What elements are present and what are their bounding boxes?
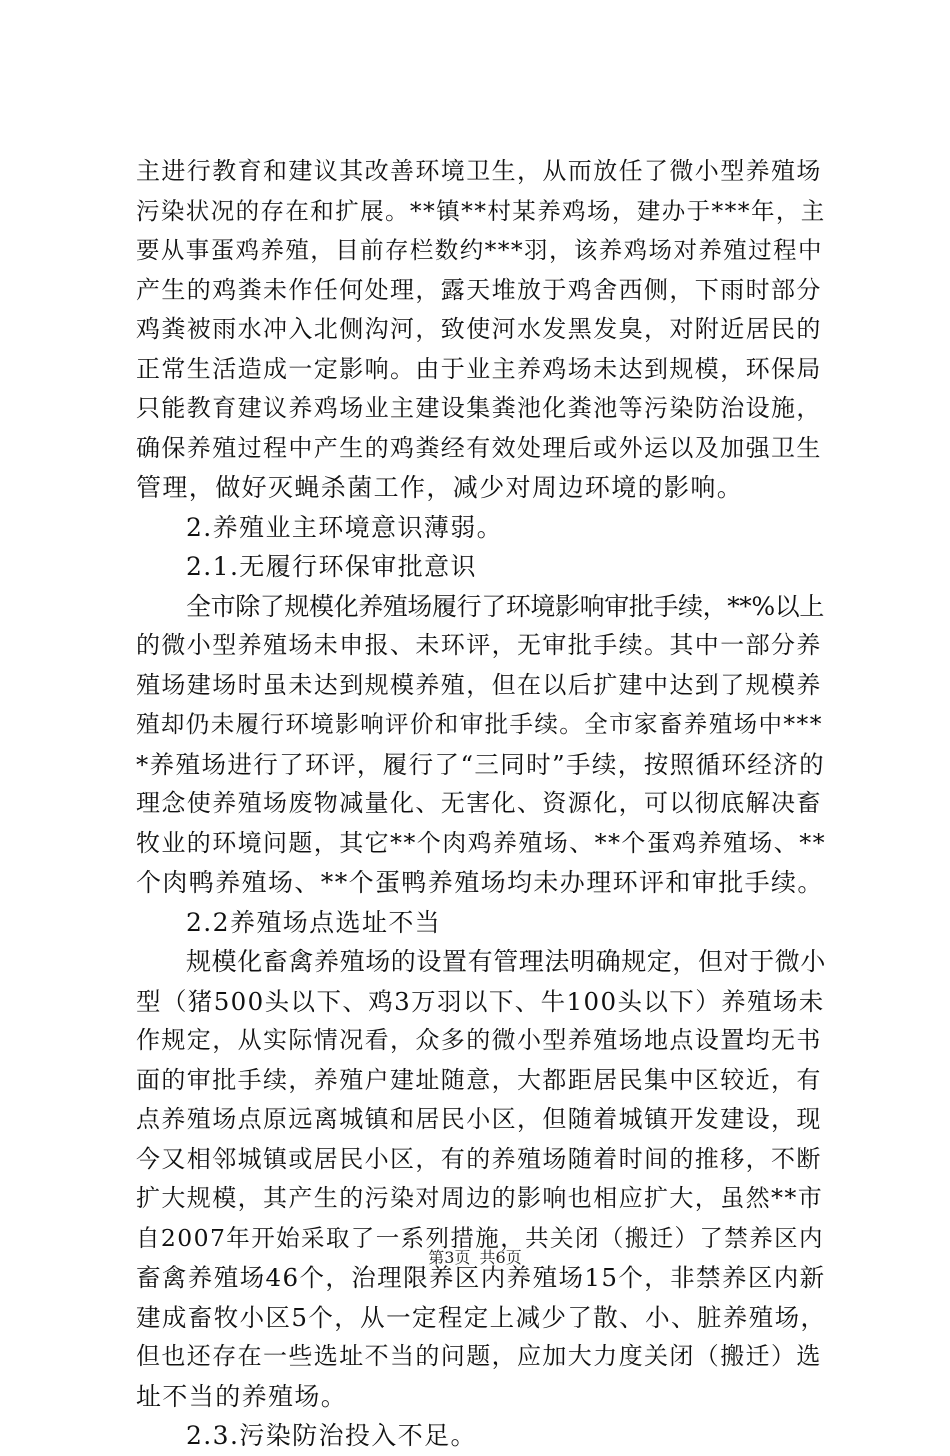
page-number: 第3页: [428, 1248, 471, 1267]
text-line: 规模化畜禽养殖场的设置有管理法明确规定，但对于微小: [186, 947, 827, 976]
text-line: 殖场建场时虽未达到规模养殖，但在以后扩建中达到了规模养: [136, 670, 822, 699]
text-line: 确保养殖过程中产生的鸡粪经有效处理后或外运以及加强卫生: [136, 433, 822, 462]
text-line: 污染状况的存在和扩展。**镇**村某养鸡场，建办于***年，主: [136, 196, 826, 225]
text-line: 自2007年开始采取了一系列措施，共关闭（搬迁）了禁养区内: [136, 1223, 824, 1252]
text-line: 鸡粪被雨水冲入北侧沟河，致使河水发黑发臭，对附近居民的: [136, 315, 822, 343]
text-line: 理念使养殖场废物减量化、无害化、资源化，可以彻底解决畜: [136, 789, 822, 817]
text-line: 型（猪500头以下、鸡3万羽以下、牛100头以下）养殖场未: [136, 986, 825, 1016]
text-line: 2.养殖业主环境意识薄弱。: [186, 512, 504, 542]
text-line: 的微小型养殖场未申报、未环评，无审批手续。其中一部分养: [136, 631, 822, 659]
page-total: 共6页: [479, 1248, 522, 1267]
text-line: 2.3.污染防治投入不足。: [186, 1421, 477, 1450]
text-line: 要从事蛋鸡养殖，目前存栏数约***羽，该养鸡场对养殖过程中: [136, 236, 823, 264]
text-line: 正常生活造成一定影响。由于业主养鸡场未达到规模，环保局: [136, 354, 822, 383]
text-line: 管理，做好灭蝇杀菌工作，减少对周边环境的影响。: [136, 473, 744, 502]
text-line: 产生的鸡粪未作任何处理，露天堆放于鸡舍西侧，下雨时部分: [136, 275, 822, 304]
text-line: 全市除了规模化养殖场履行了环境影响审批手续，**%以上: [186, 591, 824, 621]
text-line: 主进行教育和建议其改善环境卫生，从而放任了微小型养殖场: [136, 157, 822, 185]
text-line: 址不当的养殖场。: [136, 1381, 348, 1411]
text-line: 个肉鸭养殖场、**个蛋鸭养殖场均未办理环评和审批手续。: [136, 868, 824, 897]
text-line: 建成畜牧小区5个，从一定程定上减少了散、小、脏养殖场，: [136, 1302, 827, 1332]
text-line: 牧业的环境问题，其它**个肉鸡养殖场、**个蛋鸡养殖场、**: [136, 828, 826, 857]
text-line: 2.2养殖场点选址不当: [186, 907, 442, 937]
text-line: 扩大规模，其产生的污染对周边的影响也相应扩大，虽然**市: [136, 1184, 824, 1212]
text-line: 但也还存在一些选址不当的问题，应加大力度关闭（搬迁）选: [136, 1342, 822, 1370]
text-line: 点养殖场点原远离城镇和居民小区，但随着城镇开发建设，现: [136, 1105, 822, 1133]
text-line: 殖却仍未履行环境影响评价和审批手续。全市家畜养殖场中***: [136, 710, 823, 738]
text-line: *养殖场进行了环评，履行了“三同时”手续，按照循环经济的: [136, 749, 825, 779]
text-line: 畜禽养殖场46个，治理限养区内养殖场15个，非禁养区内新: [136, 1263, 826, 1292]
page-footer: [0, 1245, 950, 1268]
text-line: 2.1.无履行环保审批意识: [186, 552, 477, 581]
text-line: 面的审批手续，养殖户建址随意，大都距居民集中区较近，有: [136, 1065, 822, 1094]
text-line: 作规定，从实际情况看，众多的微小型养殖场地点设置均无书: [136, 1026, 822, 1054]
text-line: 只能教育建议养鸡场业主建设集粪池化粪池等污染防治设施，: [136, 394, 822, 422]
text-line: 今又相邻城镇或居民小区，有的养殖场随着时间的推移，不断: [136, 1144, 822, 1173]
